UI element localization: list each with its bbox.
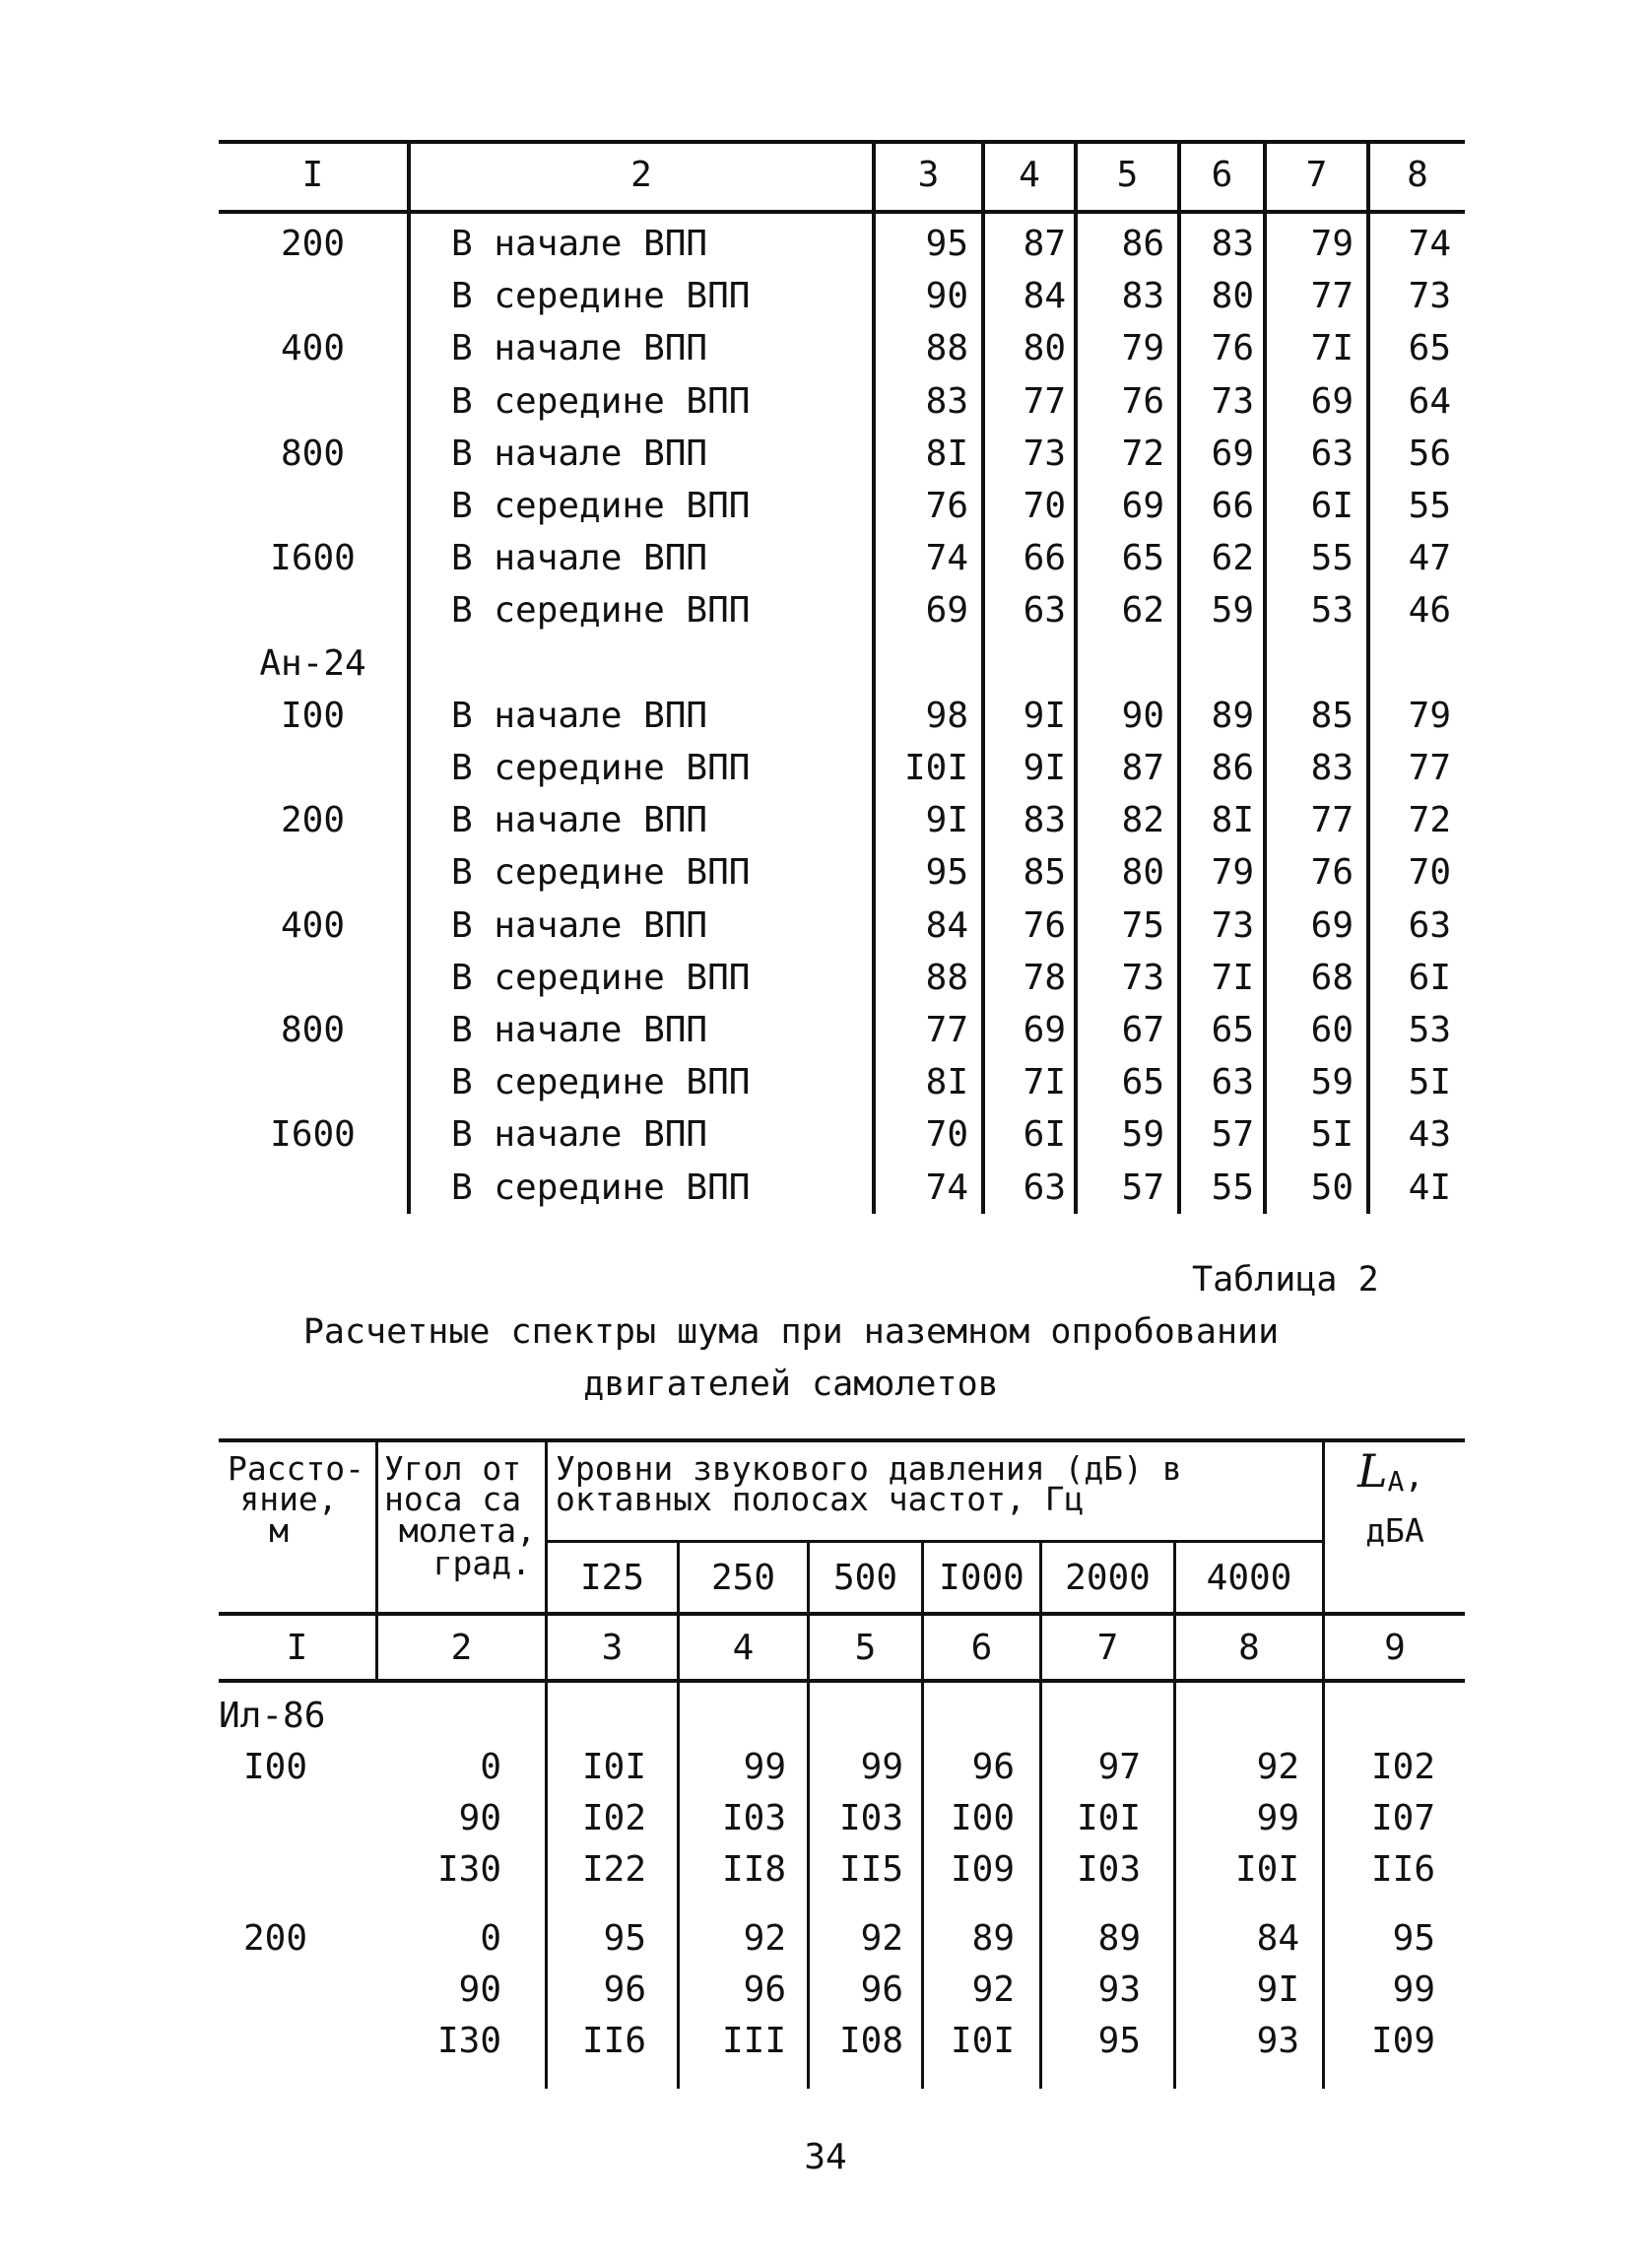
table1-value-cell: 6I bbox=[1310, 486, 1354, 526]
table1-value-cell: 6I bbox=[1408, 958, 1451, 998]
table1-value-cell: 69 bbox=[925, 590, 968, 631]
table1-distance-cell: 400 bbox=[280, 328, 346, 368]
table2-value-cell: 96 bbox=[743, 1969, 786, 2010]
table1-value-cell: 90 bbox=[1121, 696, 1164, 736]
table1-distance-cell: I600 bbox=[270, 1114, 356, 1155]
table1-distance-cell: I600 bbox=[270, 538, 356, 578]
table2-value-cell: 96 bbox=[971, 1747, 1015, 1787]
table1-position-cell: В начале ВПП bbox=[451, 434, 708, 474]
table1-value-cell: 57 bbox=[1211, 1114, 1254, 1155]
table2-value-cell: 92 bbox=[743, 1918, 786, 1959]
table1-value-cell: 53 bbox=[1310, 590, 1354, 631]
table1-value-cell: 72 bbox=[1121, 434, 1164, 474]
table1-header-cell: 2 bbox=[630, 155, 652, 195]
table2-value-cell: I0I bbox=[950, 2021, 1015, 2061]
table1-col-divider bbox=[407, 140, 411, 1214]
table1-value-cell: 68 bbox=[1310, 958, 1354, 998]
table2-la-cell: 99 bbox=[1392, 1969, 1435, 2010]
table1-value-cell: 7I bbox=[1211, 958, 1254, 998]
table1-value-cell: 80 bbox=[1121, 852, 1164, 893]
table1-value-cell: 59 bbox=[1310, 1062, 1354, 1102]
table2-header-angle-1: Угол от bbox=[384, 1449, 522, 1488]
table1-value-cell: 83 bbox=[1121, 276, 1164, 316]
table1-distance-cell: I00 bbox=[280, 696, 346, 736]
table1-distance-cell: Ан-24 bbox=[259, 643, 366, 684]
la-symbol: L bbox=[1357, 1444, 1388, 1498]
table2-distance-cell: 200 bbox=[242, 1918, 308, 1959]
table1-value-cell: 74 bbox=[925, 1167, 968, 1208]
table1-header-cell: 3 bbox=[917, 155, 940, 195]
table2-frequency-header: 2000 bbox=[1065, 1558, 1151, 1598]
table1-value-cell: 98 bbox=[925, 696, 968, 736]
table1-position-cell: В начале ВПП bbox=[451, 696, 708, 736]
table2-value-cell: 9I bbox=[1256, 1969, 1299, 2010]
table2-column-number: 9 bbox=[1384, 1628, 1406, 1668]
table1-value-cell: 73 bbox=[1211, 381, 1254, 422]
table2-header-la bbox=[1357, 1444, 1466, 1498]
table2-column-number: 5 bbox=[854, 1628, 877, 1668]
table2-la-cell: II6 bbox=[1370, 1849, 1435, 1890]
table1-value-cell: 69 bbox=[1310, 381, 1354, 422]
table2-column-number: 7 bbox=[1096, 1628, 1119, 1668]
table2-numbers-rule bbox=[219, 1679, 1465, 1683]
table1-value-cell: 67 bbox=[1121, 1010, 1164, 1050]
table1-value-cell: 77 bbox=[925, 1010, 968, 1050]
table1-value-cell: I0I bbox=[903, 748, 968, 788]
table1-position-cell: В начале ВПП bbox=[451, 538, 708, 578]
table2-la-cell: I02 bbox=[1370, 1747, 1435, 1787]
table1-value-cell: 4I bbox=[1408, 1167, 1451, 1208]
table1-position-cell: В середине ВПП bbox=[451, 1062, 751, 1102]
table1-value-cell: 64 bbox=[1408, 381, 1451, 422]
table1-value-cell: 95 bbox=[925, 224, 968, 264]
table1-distance-cell: 200 bbox=[280, 800, 346, 840]
table2-value-cell: 89 bbox=[971, 1918, 1015, 1959]
table2-header-rule bbox=[219, 1612, 1465, 1616]
table2-angle-cell: 90 bbox=[458, 1969, 501, 2010]
table2-header-distance-3: м bbox=[269, 1511, 289, 1550]
table2-la-cell: I07 bbox=[1370, 1798, 1435, 1838]
table1-value-cell: 73 bbox=[1121, 958, 1164, 998]
table2-frequency-header: 4000 bbox=[1206, 1558, 1292, 1598]
table1-distance-cell: 800 bbox=[280, 1010, 346, 1050]
table2-value-cell: 99 bbox=[1256, 1798, 1299, 1838]
table2-angle-cell: 0 bbox=[480, 1918, 501, 1959]
table1-header-cell: 8 bbox=[1407, 155, 1428, 195]
table1-value-cell: 63 bbox=[1211, 1062, 1254, 1102]
table2-header-la-unit: дБА bbox=[1365, 1511, 1424, 1550]
table2-value-cell: I0I bbox=[1234, 1849, 1299, 1890]
table1-value-cell: 77 bbox=[1408, 748, 1451, 788]
table1-value-cell: 76 bbox=[925, 486, 968, 526]
table1-value-cell: 85 bbox=[1310, 696, 1354, 736]
table2-distance-cell: I00 bbox=[242, 1747, 308, 1787]
table2-value-cell: I03 bbox=[1076, 1849, 1141, 1890]
table2-la-cell: I09 bbox=[1370, 2021, 1435, 2061]
table1-value-cell: 88 bbox=[925, 328, 968, 368]
table1-value-cell: 86 bbox=[1121, 224, 1164, 264]
table1-distance-cell: 200 bbox=[280, 224, 346, 264]
table2-value-cell: I02 bbox=[581, 1798, 646, 1838]
table2-frequency-header: I000 bbox=[939, 1558, 1024, 1598]
table2-value-cell: I08 bbox=[838, 2021, 903, 2061]
table1-header-cell: I bbox=[301, 155, 324, 195]
table2-column-number: 2 bbox=[450, 1628, 473, 1668]
table1-value-cell: 65 bbox=[1211, 1010, 1254, 1050]
table2-header-angle-3: молета, bbox=[398, 1511, 536, 1550]
table2-value-cell: I0I bbox=[581, 1747, 646, 1787]
table1-value-cell: 76 bbox=[1023, 905, 1066, 946]
table2-header-angle-4: град. bbox=[432, 1544, 531, 1582]
page-number: 34 bbox=[804, 2137, 847, 2177]
table1-value-cell: 77 bbox=[1310, 800, 1354, 840]
table1-value-cell: 88 bbox=[925, 958, 968, 998]
table2-header-angle-2: носа са bbox=[384, 1480, 522, 1518]
table2-column-number: 8 bbox=[1238, 1628, 1260, 1668]
table2-value-cell: 96 bbox=[860, 1969, 903, 2010]
table1-distance-cell: 400 bbox=[280, 905, 346, 946]
table1-header-rule bbox=[219, 210, 1465, 214]
table1-value-cell: 74 bbox=[1408, 224, 1451, 264]
table1-value-cell: 56 bbox=[1408, 434, 1451, 474]
table1-value-cell: 65 bbox=[1121, 1062, 1164, 1102]
table1-value-cell: 76 bbox=[1310, 852, 1354, 893]
table1-value-cell: 84 bbox=[1023, 276, 1066, 316]
table2-frequency-header: I25 bbox=[579, 1558, 645, 1598]
table1-position-cell: В середине ВПП bbox=[451, 276, 751, 316]
table1-header-cell: 7 bbox=[1305, 155, 1328, 195]
table1-value-cell: 63 bbox=[1310, 434, 1354, 474]
table1-value-cell: 79 bbox=[1121, 328, 1164, 368]
table1-position-cell: В середине ВПП bbox=[451, 486, 751, 526]
table1-position-cell: В середине ВПП bbox=[451, 852, 751, 893]
table2-la-cell: 95 bbox=[1392, 1918, 1435, 1959]
table1-value-cell: 55 bbox=[1310, 538, 1354, 578]
table2-value-cell: 92 bbox=[971, 1969, 1015, 2010]
table1-value-cell: 83 bbox=[1023, 800, 1066, 840]
table1-value-cell: 77 bbox=[1023, 381, 1066, 422]
table1-header-cell: 4 bbox=[1019, 155, 1040, 195]
table1-top-rule bbox=[219, 140, 1465, 144]
table2-value-cell: II6 bbox=[581, 2021, 646, 2061]
table1-value-cell: 62 bbox=[1121, 590, 1164, 631]
table1-value-cell: 76 bbox=[1121, 381, 1164, 422]
table1-value-cell: 72 bbox=[1408, 800, 1451, 840]
table2-value-cell: 96 bbox=[603, 1969, 646, 2010]
table1-value-cell: 83 bbox=[1211, 224, 1254, 264]
table1-position-cell: В начале ВПП bbox=[451, 1010, 708, 1050]
table2-aircraft: Ил-86 bbox=[219, 1696, 326, 1736]
table1-value-cell: 89 bbox=[1211, 696, 1254, 736]
table1-value-cell: 66 bbox=[1211, 486, 1254, 526]
table1-value-cell: 55 bbox=[1408, 486, 1451, 526]
table1-position-cell: В начале ВПП bbox=[451, 224, 708, 264]
table2-frequency-header: 250 bbox=[710, 1558, 776, 1598]
table2-value-cell: 92 bbox=[860, 1918, 903, 1959]
table2-value-cell: III bbox=[721, 2021, 786, 2061]
table-label: Таблица 2 bbox=[1192, 1260, 1379, 1300]
table2-column-number: 6 bbox=[970, 1628, 993, 1668]
table1-value-cell: 73 bbox=[1211, 905, 1254, 946]
table1-value-cell: 62 bbox=[1211, 538, 1254, 578]
table1-value-cell: 63 bbox=[1023, 1167, 1066, 1208]
table1-position-cell: В начале ВПП bbox=[451, 328, 708, 368]
table1-value-cell: 9I bbox=[925, 800, 968, 840]
table1-value-cell: 63 bbox=[1408, 905, 1451, 946]
table2-column-number: I bbox=[286, 1628, 308, 1668]
table1-value-cell: 7I bbox=[1310, 328, 1354, 368]
table1-position-cell: В начале ВПП bbox=[451, 1114, 708, 1155]
table1-position-cell: В середине ВПП bbox=[451, 1167, 751, 1208]
table2-column-number: 4 bbox=[732, 1628, 755, 1668]
table1-value-cell: 74 bbox=[925, 538, 968, 578]
table1-value-cell: 65 bbox=[1121, 538, 1164, 578]
table1-value-cell: 73 bbox=[1023, 434, 1066, 474]
table2-value-cell: 89 bbox=[1097, 1918, 1141, 1959]
table2-header-distance-1: Рассто- bbox=[227, 1449, 365, 1488]
table1-value-cell: 60 bbox=[1310, 1010, 1354, 1050]
table1-distance-cell: 800 bbox=[280, 434, 346, 474]
table1-value-cell: 9I bbox=[1023, 696, 1066, 736]
table1-value-cell: 83 bbox=[1310, 748, 1354, 788]
table1-value-cell: 59 bbox=[1121, 1114, 1164, 1155]
table1-value-cell: 76 bbox=[1211, 328, 1254, 368]
table2-frequency-header: 500 bbox=[832, 1558, 898, 1598]
table2-header-levels-2: октавных полосах частот, Гц bbox=[556, 1480, 1085, 1518]
table1-position-cell: В середине ВПП bbox=[451, 958, 751, 998]
table1-value-cell: 53 bbox=[1408, 1010, 1451, 1050]
table1-value-cell: 9I bbox=[1023, 748, 1066, 788]
table1-value-cell: 95 bbox=[925, 852, 968, 893]
table1-value-cell: 59 bbox=[1211, 590, 1254, 631]
table1-header-cell: 6 bbox=[1211, 155, 1233, 195]
table1-value-cell: 63 bbox=[1023, 590, 1066, 631]
table2-value-cell: 95 bbox=[603, 1918, 646, 1959]
table1-position-cell: В середине ВПП bbox=[451, 748, 751, 788]
table1-value-cell: 70 bbox=[1023, 486, 1066, 526]
table1-value-cell: 50 bbox=[1310, 1167, 1354, 1208]
table2-header-levels-1: Уровни звукового давления (дБ) в bbox=[556, 1449, 1182, 1488]
table1-position-cell: В середине ВПП bbox=[451, 381, 751, 422]
table1-value-cell: 84 bbox=[925, 905, 968, 946]
table1-position-cell: В середине ВПП bbox=[451, 590, 751, 631]
table2-angle-cell: 0 bbox=[480, 1747, 501, 1787]
table1-value-cell: 66 bbox=[1023, 538, 1066, 578]
table2-angle-cell: I30 bbox=[436, 1849, 501, 1890]
table1-value-cell: 46 bbox=[1408, 590, 1451, 631]
table1-value-cell: 80 bbox=[1211, 276, 1254, 316]
table1-value-cell: 8I bbox=[925, 434, 968, 474]
table2-value-cell: I09 bbox=[950, 1849, 1015, 1890]
table1-value-cell: 79 bbox=[1211, 852, 1254, 893]
table-title-line2: двигателей самолетов bbox=[583, 1365, 999, 1404]
table1-value-cell: 65 bbox=[1408, 328, 1451, 368]
table2-value-cell: II5 bbox=[838, 1849, 903, 1890]
table2-freq-rule bbox=[548, 1540, 1322, 1543]
table2-value-cell: 99 bbox=[743, 1747, 786, 1787]
table1-value-cell: 90 bbox=[925, 276, 968, 316]
table1-value-cell: 86 bbox=[1211, 748, 1254, 788]
table2-value-cell: I03 bbox=[721, 1798, 786, 1838]
table1-value-cell: 87 bbox=[1023, 224, 1066, 264]
table2-value-cell: II8 bbox=[721, 1849, 786, 1890]
table1-value-cell: 47 bbox=[1408, 538, 1451, 578]
table1-value-cell: 69 bbox=[1023, 1010, 1066, 1050]
table1-value-cell: 43 bbox=[1408, 1114, 1451, 1155]
table1-value-cell: 69 bbox=[1121, 486, 1164, 526]
table2-value-cell: I03 bbox=[838, 1798, 903, 1838]
table2-top-rule bbox=[219, 1438, 1465, 1442]
table1-value-cell: 75 bbox=[1121, 905, 1164, 946]
table2-value-cell: 95 bbox=[1097, 2021, 1141, 2061]
table2-value-cell: I22 bbox=[581, 1849, 646, 1890]
table-title-line1: Расчетные спектры шума при наземном опробовании bbox=[302, 1312, 1280, 1352]
table2-column-number: 3 bbox=[601, 1628, 624, 1668]
table2-angle-cell: I30 bbox=[436, 2021, 501, 2061]
table1-value-cell: 78 bbox=[1023, 958, 1066, 998]
table1-value-cell: 82 bbox=[1121, 800, 1164, 840]
table2-value-cell: 97 bbox=[1097, 1747, 1141, 1787]
table2-header-distance-2: яние, bbox=[239, 1480, 338, 1518]
table2-value-cell: 99 bbox=[860, 1747, 903, 1787]
table1-value-cell: 6I bbox=[1023, 1114, 1066, 1155]
table1-value-cell: 77 bbox=[1310, 276, 1354, 316]
table1-value-cell: 83 bbox=[925, 381, 968, 422]
table1-value-cell: 55 bbox=[1211, 1167, 1254, 1208]
table1-value-cell: 87 bbox=[1121, 748, 1164, 788]
table1-value-cell: 69 bbox=[1310, 905, 1354, 946]
table1-value-cell: 8I bbox=[925, 1062, 968, 1102]
table1-value-cell: 85 bbox=[1023, 852, 1066, 893]
table2-value-cell: 84 bbox=[1256, 1918, 1299, 1959]
table1-position-cell: В начале ВПП bbox=[451, 800, 708, 840]
table1-value-cell: 70 bbox=[1408, 852, 1451, 893]
table1-value-cell: 79 bbox=[1310, 224, 1354, 264]
table1-value-cell: 70 bbox=[925, 1114, 968, 1155]
la-comma: , bbox=[1404, 1456, 1424, 1496]
table1-value-cell: 69 bbox=[1211, 434, 1254, 474]
la-subscript: A bbox=[1387, 1465, 1405, 1498]
table2-value-cell: I0I bbox=[1076, 1798, 1141, 1838]
table1-value-cell: 57 bbox=[1121, 1167, 1164, 1208]
table1-value-cell: 5I bbox=[1310, 1114, 1354, 1155]
table2-value-cell: 92 bbox=[1256, 1747, 1299, 1787]
table1-position-cell: В начале ВПП bbox=[451, 905, 708, 946]
table1-value-cell: 8I bbox=[1211, 800, 1254, 840]
table2-value-cell: 93 bbox=[1097, 1969, 1141, 2010]
table1-value-cell: 73 bbox=[1408, 276, 1451, 316]
table2-value-cell: I00 bbox=[950, 1798, 1015, 1838]
table1-value-cell: 80 bbox=[1023, 328, 1066, 368]
table1-header-cell: 5 bbox=[1116, 155, 1139, 195]
table1-value-cell: 79 bbox=[1408, 696, 1451, 736]
table2-angle-cell: 90 bbox=[458, 1798, 501, 1838]
table2-value-cell: 93 bbox=[1256, 2021, 1299, 2061]
table1-value-cell: 7I bbox=[1023, 1062, 1066, 1102]
table1-value-cell: 5I bbox=[1408, 1062, 1451, 1102]
